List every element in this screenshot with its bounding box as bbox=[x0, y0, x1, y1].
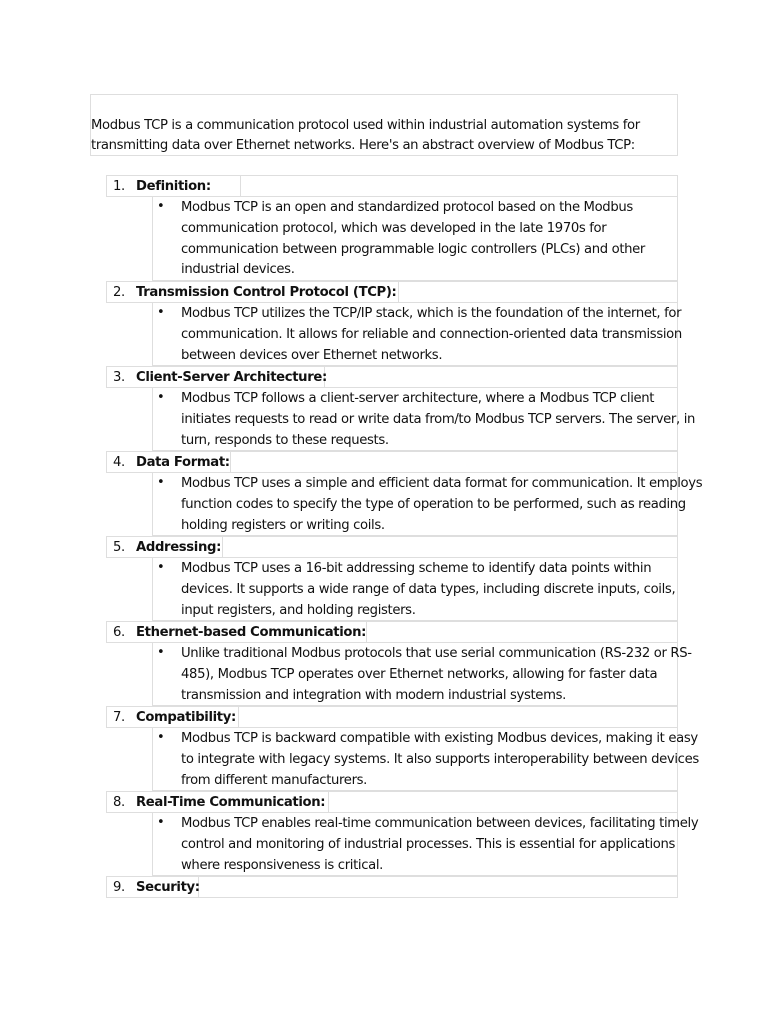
item-description: Modbus TCP enables real-time communication between devices, facilitating timely control and monitoring of industrial processes. This is essential for applications where responsiveness is critical. bbox=[181, 816, 699, 873]
list-item-heading bbox=[106, 706, 678, 728]
list-item-heading bbox=[106, 451, 678, 473]
list-item-body bbox=[152, 728, 699, 791]
item-number: 9. bbox=[113, 880, 125, 895]
item-description: Modbus TCP is an open and standardized protocol based on the Modbus communication protocol, which was developed in the late 1970s for communication between programmable logic controllers (PLCs) and other industrial devices. bbox=[181, 200, 645, 278]
item-number: 4. bbox=[113, 455, 125, 470]
item-title: Transmission Control Protocol (TCP): bbox=[136, 285, 397, 300]
item-description: Modbus TCP is backward compatible with existing Modbus devices, making it easy to integrate with legacy systems. It also supports interoperability between devices from different manufacturers. bbox=[181, 731, 699, 788]
item-number: 7. bbox=[113, 710, 125, 725]
item-description: Modbus TCP uses a simple and efficient data format for communication. It employs function codes to specify the type of operation to be performed, such as reading holding registers or writing coils. bbox=[181, 476, 703, 533]
bullet-marker: • bbox=[157, 199, 165, 214]
item-description: Modbus TCP uses a 16-bit addressing scheme to identify data points within devices. It supports a wide range of data types, including discrete inputs, coils, input registers, and holding registers. bbox=[181, 561, 676, 618]
list-item-heading bbox=[106, 791, 678, 813]
bullet-marker: • bbox=[157, 305, 165, 320]
item-number: 6. bbox=[113, 625, 125, 640]
bullet-marker: • bbox=[157, 730, 165, 745]
item-description: Unlike traditional Modbus protocols that use serial communication (RS-232 or RS-485), Modbus TCP operates over Ethernet networks, allowing for faster data transmission and integration with modern industrial systems. bbox=[181, 646, 692, 703]
list-item-body bbox=[152, 388, 696, 451]
list-item-heading bbox=[106, 876, 678, 898]
bullet-marker: • bbox=[157, 815, 165, 830]
item-title: Addressing: bbox=[136, 540, 222, 555]
overview-list bbox=[106, 175, 703, 898]
item-number: 5. bbox=[113, 540, 125, 555]
item-title: Definition: bbox=[136, 179, 211, 194]
list-item-heading bbox=[106, 175, 678, 197]
bullet-marker: • bbox=[157, 560, 165, 575]
item-title: Real-Time Communication: bbox=[136, 795, 326, 810]
list-item-body bbox=[152, 643, 692, 706]
item-title: Client-Server Architecture: bbox=[136, 370, 327, 385]
item-title: Security: bbox=[136, 880, 200, 895]
item-title: Ethernet-based Communication: bbox=[136, 625, 367, 640]
item-number: 2. bbox=[113, 285, 125, 300]
list-item-heading bbox=[106, 536, 678, 558]
list-item-body bbox=[152, 473, 703, 536]
intro-paragraph: Modbus TCP is a communication protocol used within industrial automation systems for transmitting data over Ethernet networks. Here's an abstract overview of Modbus TCP: bbox=[91, 118, 640, 153]
item-title: Compatibility: bbox=[136, 710, 236, 725]
bullet-marker: • bbox=[157, 475, 165, 490]
list-item-body bbox=[152, 303, 682, 366]
list-item-heading bbox=[106, 621, 678, 643]
bullet-marker: • bbox=[157, 390, 165, 405]
list-item-heading bbox=[106, 366, 678, 388]
list-item-body bbox=[152, 197, 678, 281]
item-number: 3. bbox=[113, 370, 125, 385]
bullet-marker: • bbox=[157, 645, 165, 660]
item-number: 1. bbox=[113, 179, 125, 194]
item-number: 8. bbox=[113, 795, 125, 810]
list-item-body bbox=[152, 558, 678, 621]
list-item-body bbox=[152, 813, 699, 876]
list-item-heading bbox=[106, 281, 678, 303]
item-description: Modbus TCP utilizes the TCP/IP stack, which is the foundation of the internet, for communication. It allows for reliable and connection-oriented data transmission between devices over Ethernet networks. bbox=[181, 306, 682, 363]
item-title: Data Format: bbox=[136, 455, 230, 470]
item-description: Modbus TCP follows a client-server architecture, where a Modbus TCP client initiates requests to read or write data from/to Modbus TCP servers. The server, in turn, responds to these requests. bbox=[181, 391, 696, 448]
intro-box bbox=[90, 94, 678, 156]
